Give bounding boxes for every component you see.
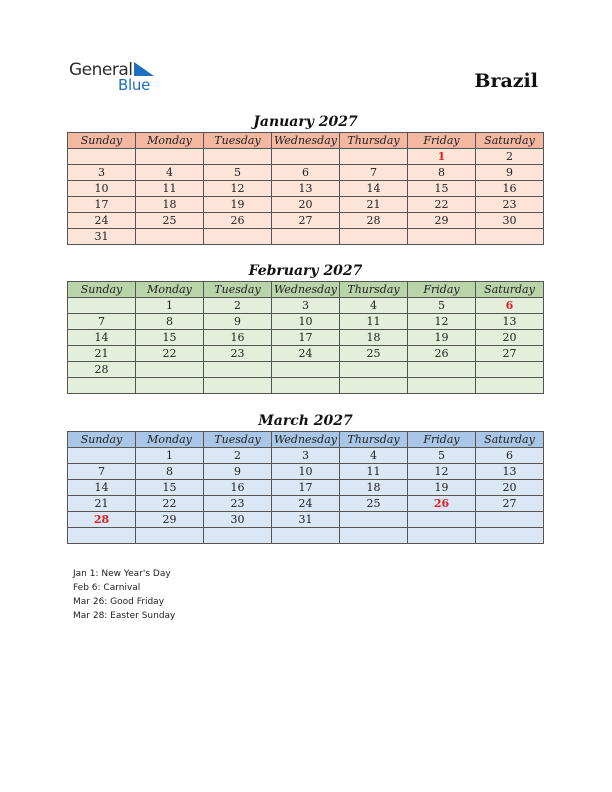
month-title: March 2027 [258, 413, 353, 429]
weekday-header: Wednesday [272, 432, 340, 448]
empty-day-cell [204, 362, 272, 378]
day-cell: 4 [136, 165, 204, 181]
generalblue-logo [69, 60, 169, 96]
day-cell: 2 [476, 149, 544, 165]
empty-day-cell [408, 378, 476, 394]
day-cell: 21 [68, 346, 136, 362]
day-cell: 16 [204, 330, 272, 346]
day-cell: 8 [136, 464, 204, 480]
week-row [68, 213, 544, 229]
week-row [68, 480, 544, 496]
empty-day-cell [136, 362, 204, 378]
day-cell: 10 [272, 314, 340, 330]
day-cell: 5 [408, 448, 476, 464]
weekday-header: Thursday [340, 133, 408, 149]
empty-day-cell [68, 298, 136, 314]
empty-day-cell [408, 512, 476, 528]
day-cell: 4 [340, 448, 408, 464]
week-row [68, 528, 544, 544]
week-row [68, 496, 544, 512]
day-cell: 28 [68, 362, 136, 378]
empty-day-cell [476, 229, 544, 245]
day-cell: 2 [204, 298, 272, 314]
day-cell: 2 [204, 448, 272, 464]
day-cell: 5 [204, 165, 272, 181]
week-row [68, 330, 544, 346]
weekday-header: Tuesday [204, 133, 272, 149]
weekday-header: Tuesday [204, 282, 272, 298]
day-cell: 22 [408, 197, 476, 213]
day-cell: 6 [476, 298, 544, 314]
day-cell: 4 [340, 298, 408, 314]
empty-day-cell [476, 362, 544, 378]
empty-day-cell [272, 149, 340, 165]
day-cell: 29 [408, 213, 476, 229]
day-cell: 13 [272, 181, 340, 197]
weekday-header: Monday [136, 432, 204, 448]
empty-day-cell [204, 528, 272, 544]
day-cell: 19 [408, 480, 476, 496]
logo-general-text: General [69, 60, 133, 80]
empty-day-cell [68, 149, 136, 165]
weekday-header: Sunday [68, 282, 136, 298]
day-cell: 8 [408, 165, 476, 181]
day-cell: 30 [476, 213, 544, 229]
empty-day-cell [136, 229, 204, 245]
day-cell: 22 [136, 346, 204, 362]
week-row [68, 448, 544, 464]
day-cell: 10 [272, 464, 340, 480]
empty-day-cell [408, 362, 476, 378]
day-cell: 7 [340, 165, 408, 181]
empty-day-cell [68, 528, 136, 544]
day-cell: 1 [136, 448, 204, 464]
weekday-header-row [68, 432, 544, 448]
calendar-table [67, 281, 544, 394]
empty-day-cell [340, 528, 408, 544]
empty-day-cell [272, 378, 340, 394]
day-cell: 28 [340, 213, 408, 229]
weekday-header: Sunday [68, 133, 136, 149]
weekday-header: Friday [408, 133, 476, 149]
month-january [67, 112, 544, 245]
country-title: Brazil [474, 70, 538, 92]
day-cell: 18 [340, 330, 408, 346]
week-row [68, 298, 544, 314]
week-row [68, 362, 544, 378]
week-row [68, 346, 544, 362]
empty-day-cell [272, 362, 340, 378]
empty-day-cell [272, 229, 340, 245]
weekday-header: Wednesday [272, 133, 340, 149]
day-cell: 27 [476, 496, 544, 512]
day-cell: 23 [476, 197, 544, 213]
day-cell: 17 [272, 330, 340, 346]
day-cell: 6 [476, 448, 544, 464]
empty-day-cell [340, 149, 408, 165]
calendar-table [67, 132, 544, 245]
weekday-header: Saturday [476, 432, 544, 448]
day-cell: 5 [408, 298, 476, 314]
empty-day-cell [68, 448, 136, 464]
day-cell: 21 [68, 496, 136, 512]
empty-day-cell [136, 378, 204, 394]
empty-day-cell [476, 512, 544, 528]
day-cell: 7 [68, 464, 136, 480]
day-cell: 6 [272, 165, 340, 181]
day-cell: 26 [408, 496, 476, 512]
day-cell: 1 [408, 149, 476, 165]
week-row [68, 464, 544, 480]
day-cell: 30 [204, 512, 272, 528]
month-march [67, 411, 544, 544]
day-cell: 26 [204, 213, 272, 229]
day-cell: 3 [272, 448, 340, 464]
weekday-header: Sunday [68, 432, 136, 448]
day-cell: 16 [476, 181, 544, 197]
weekday-header: Friday [408, 282, 476, 298]
day-cell: 13 [476, 314, 544, 330]
weekday-header-row [68, 133, 544, 149]
weekday-header: Thursday [340, 432, 408, 448]
day-cell: 26 [408, 346, 476, 362]
empty-day-cell [204, 229, 272, 245]
week-row [68, 512, 544, 528]
day-cell: 20 [272, 197, 340, 213]
week-row [68, 197, 544, 213]
empty-day-cell [68, 378, 136, 394]
day-cell: 23 [204, 496, 272, 512]
day-cell: 19 [408, 330, 476, 346]
day-cell: 12 [408, 464, 476, 480]
day-cell: 27 [476, 346, 544, 362]
day-cell: 17 [68, 197, 136, 213]
day-cell: 14 [68, 480, 136, 496]
empty-day-cell [340, 512, 408, 528]
day-cell: 15 [136, 330, 204, 346]
day-cell: 15 [136, 480, 204, 496]
day-cell: 3 [68, 165, 136, 181]
day-cell: 3 [272, 298, 340, 314]
day-cell: 22 [136, 496, 204, 512]
week-row [68, 378, 544, 394]
empty-day-cell [272, 528, 340, 544]
empty-day-cell [340, 229, 408, 245]
day-cell: 16 [204, 480, 272, 496]
day-cell: 11 [136, 181, 204, 197]
day-cell: 1 [136, 298, 204, 314]
holiday-note: Mar 28: Easter Sunday [73, 611, 176, 621]
day-cell: 11 [340, 464, 408, 480]
weekday-header: Saturday [476, 133, 544, 149]
day-cell: 9 [476, 165, 544, 181]
day-cell: 7 [68, 314, 136, 330]
week-row [68, 314, 544, 330]
week-row [68, 165, 544, 181]
day-cell: 19 [204, 197, 272, 213]
day-cell: 25 [340, 346, 408, 362]
day-cell: 12 [408, 314, 476, 330]
weekday-header: Monday [136, 133, 204, 149]
empty-day-cell [408, 528, 476, 544]
empty-day-cell [476, 528, 544, 544]
day-cell: 15 [408, 181, 476, 197]
day-cell: 12 [204, 181, 272, 197]
day-cell: 14 [340, 181, 408, 197]
holiday-notes [73, 567, 175, 623]
weekday-header: Friday [408, 432, 476, 448]
day-cell: 24 [272, 346, 340, 362]
day-cell: 10 [68, 181, 136, 197]
empty-day-cell [136, 149, 204, 165]
empty-day-cell [204, 149, 272, 165]
week-row [68, 229, 544, 245]
empty-day-cell [136, 528, 204, 544]
holiday-note: Jan 1: New Year's Day [73, 569, 171, 579]
day-cell: 11 [340, 314, 408, 330]
weekday-header: Tuesday [204, 432, 272, 448]
day-cell: 18 [136, 197, 204, 213]
day-cell: 24 [68, 213, 136, 229]
day-cell: 9 [204, 314, 272, 330]
month-title: January 2027 [253, 114, 358, 130]
day-cell: 13 [476, 464, 544, 480]
day-cell: 31 [272, 512, 340, 528]
day-cell: 18 [340, 480, 408, 496]
weekday-header: Wednesday [272, 282, 340, 298]
day-cell: 25 [136, 213, 204, 229]
day-cell: 28 [68, 512, 136, 528]
week-row [68, 181, 544, 197]
weekday-header: Thursday [340, 282, 408, 298]
day-cell: 20 [476, 330, 544, 346]
day-cell: 23 [204, 346, 272, 362]
holiday-note: Feb 6: Carnival [73, 583, 141, 593]
day-cell: 27 [272, 213, 340, 229]
holiday-note: Mar 26: Good Friday [73, 597, 165, 607]
day-cell: 17 [272, 480, 340, 496]
calendar-table [67, 431, 544, 544]
week-row [68, 149, 544, 165]
day-cell: 29 [136, 512, 204, 528]
empty-day-cell [204, 378, 272, 394]
day-cell: 31 [68, 229, 136, 245]
day-cell: 14 [68, 330, 136, 346]
empty-day-cell [340, 378, 408, 394]
day-cell: 25 [340, 496, 408, 512]
day-cell: 9 [204, 464, 272, 480]
month-title: February 2027 [248, 263, 363, 279]
day-cell: 20 [476, 480, 544, 496]
weekday-header-row [68, 282, 544, 298]
empty-day-cell [340, 362, 408, 378]
day-cell: 24 [272, 496, 340, 512]
weekday-header: Monday [136, 282, 204, 298]
day-cell: 21 [340, 197, 408, 213]
weekday-header: Saturday [476, 282, 544, 298]
logo-blue-text: Blue [118, 76, 150, 94]
day-cell: 8 [136, 314, 204, 330]
month-february [67, 261, 544, 394]
empty-day-cell [408, 229, 476, 245]
empty-day-cell [476, 378, 544, 394]
